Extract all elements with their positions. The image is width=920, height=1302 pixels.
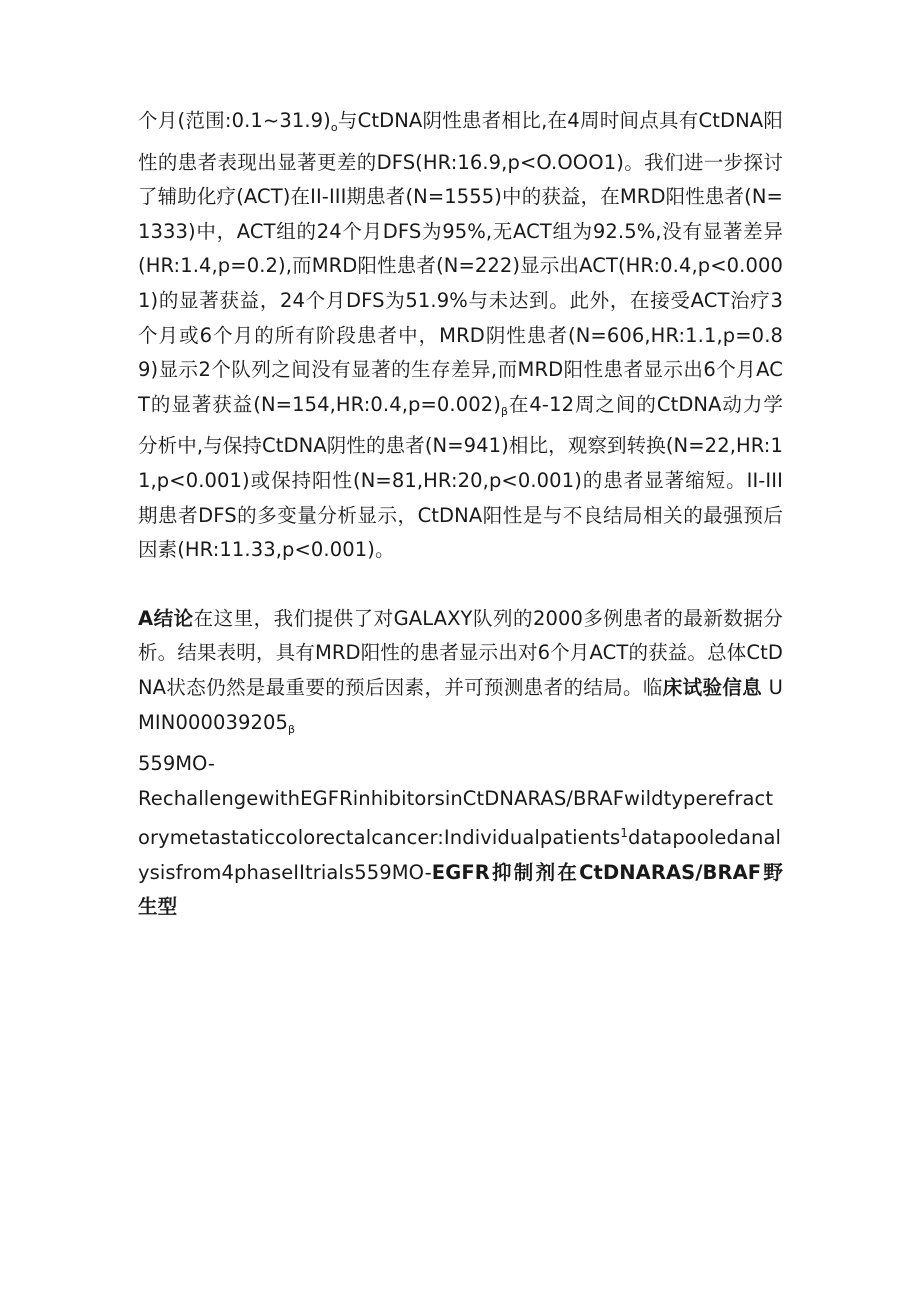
trial-info-label: 床试验信息: [662, 675, 763, 699]
results-paragraph: [138, 104, 783, 568]
results-text-2: 与CtDNA阴性患者相比,在4周时间点具有CtDNA阳性的患者表现出显著更差的DFS(HR:16.9,p<O.OOO1)。我们进一步探讨了辅助化疗(ACT)在II-III期患者(N=1555)中的获益，在MRD阳性患者(N=1333)中，ACT组的24个月DFS为95%,无ACT组为92.5%,没有显著差异(HR:1.4,p=0.2),而MRD阳性患者(N=222)显示出ACT(HR:0.4,p<0.0001)的显著获益，24个月DFS为51.9%与未达到。此外，在接受ACT治疗3个月或6个月的所有阶段患者中，MRD阴性患者(N=606,HR:1.1,p=0.89)显示2个队列之间没有显著的生存差异,而MRD阳性患者显示出6个月ACT的显著获益(N=154,HR:0.4,p=0.002): [138, 109, 783, 416]
abstract-code: 559MO-: [138, 752, 215, 776]
abstract-title-en-1: RechallengewithEGFRinhibitorsinCtDNARAS/BRAFwildtyperefractorymetastaticcolorectalcancer:Individualpatients: [138, 786, 774, 850]
conclusion-text: 在这里，我们提供了对GALAXY队列的2000多例患者的最新数据分析。结果表明，具有MRD阳性的患者显示出对6个月ACT的获益。总体CtDNA状态仍然是最重要的预后因素，并可预测患者的结局。临: [138, 606, 783, 699]
results-subscript-1: o: [330, 121, 338, 134]
results-text-3: 在4-12周之间的CtDNA动力学分析中,与保持CtDNA阴性的患者(N=941)相比，观察到转换(N=22,HR:11,p<0.001)或保持阳性(N=81,HR:20,p<0.001)的患者显著缩短。II-III期患者DFS的多变量分析显示，CtDNA阳性是与不良结局相关的最强预后因素(HR:11.33,p<0.001)。: [138, 392, 783, 562]
abstract-title-en-2: datapooledanalysisfrom4phaseIItrials559MO-: [138, 826, 782, 884]
conclusion-label: A结论: [138, 606, 194, 630]
abstract-title: [138, 782, 783, 925]
trial-id: UMIN000039205: [138, 675, 783, 734]
document-page: [138, 104, 783, 925]
abstract-title-cn: EGFR抑制剂在CtDNARAS/BRAF野生型: [138, 860, 783, 919]
paragraph-gap: [138, 568, 783, 602]
trial-subscript: β: [288, 722, 296, 736]
conclusion-paragraph: [138, 602, 783, 747]
abstract-title-superscript: 1: [620, 826, 628, 841]
results-text-1: 个月(范围:0.1~31.9): [138, 109, 331, 132]
results-subscript-2: β: [500, 404, 509, 418]
